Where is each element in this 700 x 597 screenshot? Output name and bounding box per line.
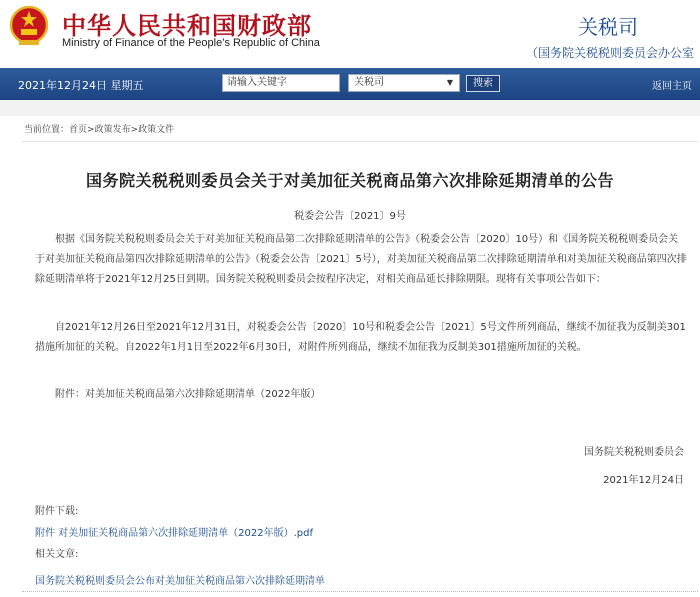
top-navbar [0, 68, 700, 100]
department-name: 关税司 [578, 15, 638, 39]
attachment-link[interactable]: 附件 对美加征关税商品第六次排除延期清单（2022年版）.pdf [35, 528, 314, 539]
signature: 国务院关税税则委员会 [584, 447, 684, 458]
scope-select[interactable] [348, 74, 460, 92]
article-paragraph-2: 自2021年12月26日至2021年12月31日，对税委会公告〔2020〕10号和税委会公告〔2021〕5号文件所列商品，继续不加征我为反制美301措施所加征的关税。自2022年1月1日至2022年6月30日，对附件所列商品，继续不加征我为反制美301措施所加征的关税。 [35, 322, 686, 353]
site-name-en: Ministry of Finance of the People’s Republic of China [62, 37, 320, 49]
site-header [0, 0, 700, 68]
dotted-divider [22, 591, 698, 592]
back-home-link[interactable]: 返回主页 [652, 81, 692, 92]
breadcrumb-item-home[interactable]: 首页 [69, 125, 88, 135]
related-label: 相关文章: [35, 549, 79, 560]
breadcrumb-prefix: 当前位置： [24, 125, 70, 135]
document-number: 税委会公告〔2021〕9号 [294, 211, 406, 222]
separator-band [0, 100, 700, 116]
signature-date: 2021年12月24日 [603, 475, 684, 486]
article-title: 国务院关税税则委员会关于对美加征关税商品第六次排除延期清单的公告 [85, 171, 614, 190]
breadcrumb-separator: > [87, 125, 95, 135]
site-name-cn: 中华人民共和国财政部 [62, 11, 312, 40]
national-emblem-icon [9, 4, 49, 48]
scope-select-value: 关税司 [354, 77, 384, 88]
current-date: 2021年12月24日 星期五 [18, 79, 144, 92]
search-button[interactable]: 搜索 [466, 75, 500, 92]
search-input[interactable]: 请输入关键字 [222, 74, 340, 92]
department-subtitle: （国务院关税税则委员会办公室 [525, 46, 694, 60]
related-article-link[interactable]: 国务院关税税则委员会公布对美加征关税商品第六次排除延期清单 [35, 576, 325, 587]
breadcrumb-separator: > [130, 125, 139, 135]
article-paragraph-3: 附件：对美加征关税商品第六次排除延期清单（2022年版） [55, 389, 321, 400]
download-label: 附件下载: [35, 506, 79, 517]
divider [22, 141, 698, 142]
chevron-down-icon: ▼ [446, 78, 453, 87]
breadcrumb-item-policy-docs[interactable]: 政策文件 [138, 125, 175, 135]
article-paragraph-1: 根据《国务院关税税则委员会关于对美加征关税商品第二次排除延期清单的公告》（税委会公告〔2020〕10号）和《国务院关税税则委员会关于对美加征关税商品第四次排除延期清单的公告》（税委会公告〔2021〕5号），对美加征关税商品第二次排除延期清单和对美加征关税商品第四次排除延期清单将于2021年12月25日到期。国务院关税税则委员会按程序决定，对相关商品延长排除期限。现将有关事项公告如下： [35, 234, 687, 285]
breadcrumb-item-policy-release[interactable]: 政策发布 [94, 125, 131, 135]
breadcrumb [24, 122, 174, 135]
